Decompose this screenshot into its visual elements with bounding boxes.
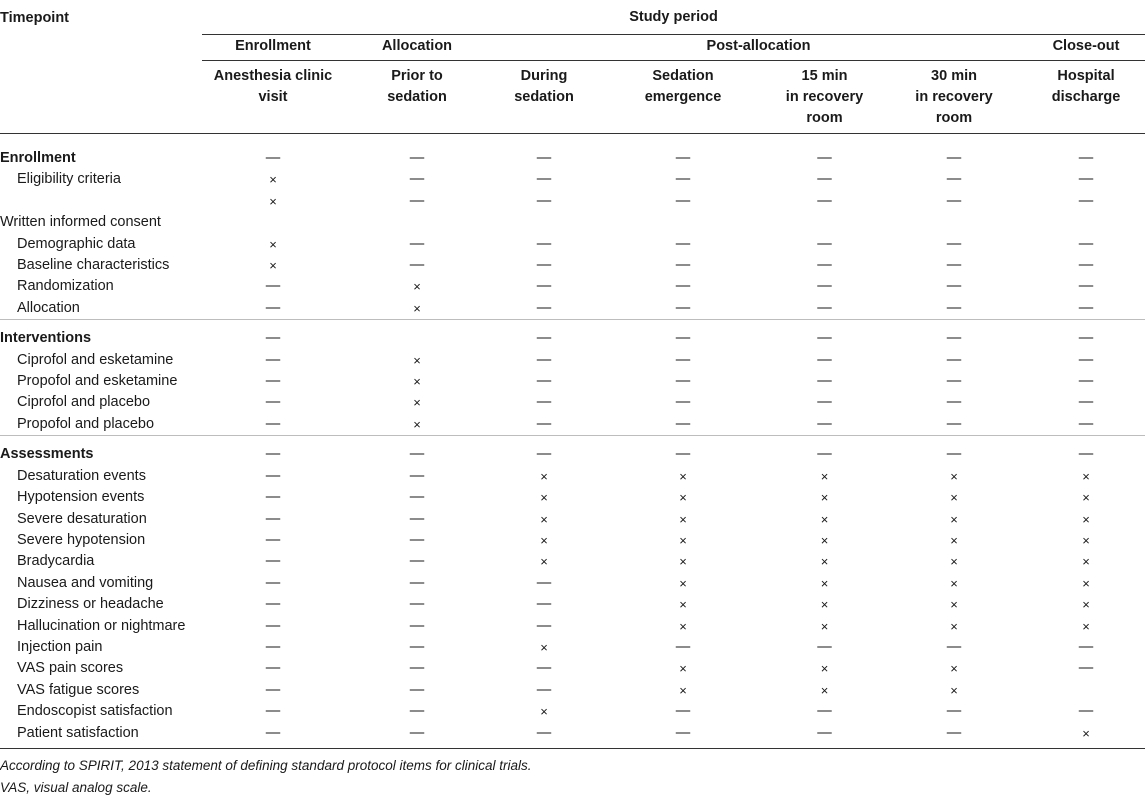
schedule-cell: — <box>768 436 881 466</box>
schedule-cell: — <box>1078 638 1094 655</box>
table-row <box>0 594 1145 615</box>
schedule-cell: × <box>950 682 958 698</box>
schedule-cell: — <box>409 531 425 548</box>
schedule-cell: × <box>540 468 548 484</box>
row-label: Severe hypotension <box>17 531 146 548</box>
schedule-cell: × <box>540 639 548 655</box>
schedule-cell: — <box>946 257 962 274</box>
table-row <box>0 487 1145 508</box>
schedule-cell: — <box>536 192 552 209</box>
schedule-cell: — <box>409 489 425 506</box>
schedule-cell: — <box>490 320 598 350</box>
schedule-cell: × <box>269 172 277 188</box>
schedule-cell: — <box>768 320 881 350</box>
schedule-cell: × <box>413 300 421 316</box>
schedule-cell: × <box>950 511 958 527</box>
schedule-cell: — <box>768 723 881 749</box>
schedule-cell: — <box>817 299 832 316</box>
table-row <box>0 350 1145 371</box>
schedule-cell: — <box>265 415 281 432</box>
table-row <box>0 680 1145 701</box>
schedule-cell: — <box>265 394 281 411</box>
schedule-cell: — <box>881 436 1027 466</box>
schedule-cell: — <box>536 257 552 274</box>
schedule-cell: — <box>675 415 691 432</box>
schedule-cell: × <box>540 490 548 506</box>
column-header-line: in recovery <box>915 89 993 105</box>
schedule-cell: — <box>1078 235 1094 252</box>
schedule-cell: × <box>269 236 277 252</box>
schedule-cell: — <box>265 703 281 720</box>
table-row <box>0 530 1145 551</box>
segment-header: Enrollment <box>202 35 344 64</box>
schedule-cell: — <box>536 351 552 368</box>
schedule-cell: — <box>490 436 598 466</box>
table-row <box>0 371 1145 392</box>
schedule-cell: — <box>598 436 768 466</box>
schedule-cell: — <box>946 171 962 188</box>
schedule-cell: — <box>881 320 1027 350</box>
schedule-cell <box>490 212 598 233</box>
row-label: Nausea and vomiting <box>17 574 154 591</box>
schedule-cell: × <box>679 597 687 613</box>
table-row <box>0 191 1145 212</box>
schedule-cell: × <box>679 618 687 634</box>
schedule-cell: — <box>1078 192 1094 209</box>
row-label: Ciprofol and placebo <box>17 394 151 411</box>
schedule-cell: — <box>536 235 552 252</box>
schedule-cell: — <box>1078 278 1094 295</box>
schedule-cell: — <box>409 681 425 698</box>
schedule-cell: — <box>817 150 832 166</box>
schedule-cell <box>344 212 490 233</box>
schedule-cell: × <box>413 352 421 368</box>
schedule-cell: × <box>269 193 277 209</box>
schedule-cell: — <box>946 278 962 295</box>
row-label: Propofol and esketamine <box>17 373 178 390</box>
schedule-cell: — <box>1078 660 1094 677</box>
schedule-cell: — <box>675 299 691 316</box>
column-header-line: emergence <box>644 89 722 105</box>
schedule-cell: — <box>598 320 768 350</box>
schedule-cell: × <box>950 532 958 548</box>
schedule-cell: — <box>675 373 691 390</box>
schedule-cell: — <box>265 596 281 613</box>
schedule-cell: — <box>490 723 598 749</box>
schedule-cell: — <box>675 192 691 209</box>
column-header <box>768 63 881 134</box>
schedule-cell: — <box>344 436 490 466</box>
column-header-line: During <box>520 68 568 84</box>
schedule-cell: — <box>598 723 768 749</box>
row-label: Dizziness or headache <box>17 596 164 613</box>
schedule-cell: — <box>265 373 281 390</box>
schedule-cell: — <box>409 553 425 570</box>
segment-header: Close-out <box>1027 35 1145 64</box>
schedule-cell: — <box>817 415 832 432</box>
schedule-cell: × <box>950 597 958 613</box>
schedule-cell <box>881 212 1027 233</box>
schedule-cell: — <box>202 723 344 749</box>
schedule-cell: — <box>409 150 425 166</box>
schedule-cell: × <box>820 532 829 548</box>
table-row <box>0 436 1145 466</box>
schedule-cell: — <box>946 373 962 390</box>
row-label: Written informed consent <box>0 214 161 231</box>
schedule-cell: × <box>950 575 958 591</box>
schedule-cell: × <box>820 597 829 613</box>
column-header <box>202 63 344 134</box>
schedule-cell: — <box>265 467 281 484</box>
column-header-line: room <box>806 110 843 126</box>
schedule-cell: × <box>1082 618 1090 634</box>
schedule-cell: — <box>1078 257 1094 274</box>
schedule-cell: — <box>817 351 832 368</box>
section-label: Enrollment <box>0 150 76 166</box>
schedule-cell: — <box>409 617 425 634</box>
schedule-cell: — <box>265 681 281 698</box>
schedule-cell: × <box>1082 554 1090 570</box>
column-header-line: Prior to <box>391 68 443 84</box>
schedule-cell: — <box>946 150 962 166</box>
table-row <box>0 551 1145 572</box>
column-header <box>881 63 1027 134</box>
schedule-cell: × <box>679 661 687 677</box>
column-header <box>490 63 598 134</box>
table-row <box>0 169 1145 190</box>
schedule-cell: × <box>820 575 829 591</box>
schedule-cell: × <box>1082 468 1090 484</box>
schedule-cell: — <box>265 510 281 527</box>
row-label: Eligibility criteria <box>17 171 121 188</box>
row-label: Bradycardia <box>17 553 95 570</box>
schedule-cell: × <box>413 279 421 295</box>
schedule-cell: × <box>820 490 829 506</box>
schedule-cell: × <box>269 258 277 274</box>
schedule-cell: — <box>536 299 552 316</box>
schedule-cell: — <box>817 192 832 209</box>
schedule-cell: — <box>946 415 962 432</box>
schedule-cell: — <box>675 703 691 720</box>
schedule-cell: × <box>950 618 958 634</box>
schedule-cell: × <box>679 554 687 570</box>
footnote: VAS, visual analog scale. <box>0 779 152 795</box>
schedule-cell: × <box>679 575 687 591</box>
schedule-cell: — <box>265 278 281 295</box>
schedule-cell <box>1027 680 1145 701</box>
row-label: Propofol and placebo <box>17 415 155 432</box>
row-label: Hallucination or nightmare <box>17 617 186 634</box>
column-header <box>1027 63 1145 134</box>
table-row <box>0 134 1145 170</box>
schedule-cell: — <box>344 723 490 749</box>
timepoint-header: Timepoint <box>0 10 70 26</box>
table-row <box>0 255 1145 276</box>
schedule-cell: — <box>409 638 425 655</box>
schedule-cell: — <box>536 681 552 698</box>
row-label: Allocation <box>17 299 80 316</box>
schedule-cell: × <box>820 468 829 484</box>
schedule-cell: — <box>202 320 344 350</box>
row-label: Randomization <box>17 278 114 295</box>
schedule-cell: — <box>817 171 832 188</box>
schedule-cell: × <box>540 554 548 570</box>
table-row <box>0 466 1145 487</box>
schedule-cell: — <box>265 531 281 548</box>
schedule-cell: — <box>536 617 552 634</box>
schedule-cell: — <box>1078 373 1094 390</box>
schedule-cell: — <box>817 257 832 274</box>
schedule-cell: — <box>265 574 281 591</box>
row-label <box>0 191 202 212</box>
row-label: VAS pain scores <box>17 660 124 677</box>
row-label: Patient satisfaction <box>0 723 202 749</box>
schedule-cell: × <box>413 416 421 432</box>
schedule-cell: — <box>817 373 832 390</box>
schedule-cell: — <box>409 596 425 613</box>
table-row <box>0 637 1145 658</box>
column-header-line: Sedation <box>652 68 714 84</box>
schedule-cell: × <box>679 682 687 698</box>
column-header-line: sedation <box>514 89 574 105</box>
schedule-cell: — <box>1078 299 1094 316</box>
schedule-cell: — <box>1078 394 1094 411</box>
schedule-cell: × <box>413 374 421 390</box>
column-header-line: 30 min <box>931 68 977 84</box>
schedule-cell: — <box>675 150 691 166</box>
schedule-cell: — <box>409 510 425 527</box>
section-label: Assessments <box>0 436 202 466</box>
column-header-line: 15 min <box>801 68 848 84</box>
column-header <box>598 63 768 134</box>
schedule-cell: × <box>540 704 548 720</box>
schedule-cell: — <box>265 553 281 570</box>
schedule-cell: × <box>1082 532 1090 548</box>
row-label: Baseline characteristics <box>17 257 170 274</box>
schedule-cell: × <box>1082 490 1090 506</box>
schedule-cell: — <box>817 703 832 720</box>
row-label: VAS fatigue scores <box>17 681 140 698</box>
schedule-cell: × <box>820 511 829 527</box>
schedule-cell: × <box>679 490 687 506</box>
timepoint-blank <box>0 63 202 134</box>
schedule-cell: — <box>1027 436 1145 466</box>
footnote: According to SPIRIT, 2013 statement of defining standard protocol items for clinical trials. <box>0 757 532 773</box>
schedule-cell: — <box>1027 320 1145 350</box>
table-footnotes <box>0 749 1145 799</box>
schedule-cell: — <box>202 436 344 466</box>
column-header-line: room <box>935 110 973 126</box>
table-row <box>0 298 1145 320</box>
schedule-cell: — <box>946 235 962 252</box>
schedule-cell: — <box>409 574 425 591</box>
schedule-cell: — <box>946 703 962 720</box>
schedule-cell: — <box>1078 415 1094 432</box>
schedule-cell: — <box>817 278 832 295</box>
row-label: Endoscopist satisfaction <box>17 703 173 720</box>
schedule-cell: — <box>817 235 832 252</box>
schedule-cell: — <box>409 192 425 209</box>
row-label: Injection pain <box>17 638 103 655</box>
column-header-line: sedation <box>387 89 447 105</box>
schedule-cell: — <box>536 278 552 295</box>
schedule-cell: — <box>265 351 281 368</box>
table-row <box>0 509 1145 530</box>
schedule-cell: × <box>679 532 687 548</box>
schedule-cell <box>598 212 768 233</box>
schedule-cell: — <box>675 171 691 188</box>
schedule-cell: — <box>536 596 552 613</box>
column-header <box>344 63 490 134</box>
schedule-cell: × <box>950 490 958 506</box>
schedule-cell: × <box>950 468 958 484</box>
schedule-cell: — <box>817 638 832 655</box>
schedule-cell: — <box>536 150 552 166</box>
schedule-cell: — <box>536 373 552 390</box>
schedule-cell: × <box>1082 511 1090 527</box>
schedule-cell: — <box>946 638 962 655</box>
column-header-line: visit <box>258 89 288 105</box>
table-row <box>0 212 1145 233</box>
row-label: Demographic data <box>17 235 136 252</box>
schedule-cell: × <box>540 511 548 527</box>
schedule-cell: — <box>265 638 281 655</box>
schedule-cell: — <box>536 171 552 188</box>
column-header-line: discharge <box>1051 89 1121 105</box>
schedule-cell: — <box>1078 351 1094 368</box>
table-row <box>0 723 1145 749</box>
schedule-cell: — <box>409 235 425 252</box>
schedule-cell: — <box>1078 171 1094 188</box>
schedule-cell: × <box>820 661 829 677</box>
schedule-cell: — <box>409 703 425 720</box>
schedule-cell: — <box>946 351 962 368</box>
schedule-cell: × <box>950 661 958 677</box>
schedule-cell: — <box>675 394 691 411</box>
row-label: Hypotension events <box>17 489 145 506</box>
schedule-cell: — <box>946 299 962 316</box>
schedule-cell: — <box>675 638 691 655</box>
schedule-cell <box>344 320 490 350</box>
schedule-cell: × <box>1082 575 1090 591</box>
schedule-cell: × <box>540 532 548 548</box>
section-label: Interventions <box>0 320 202 350</box>
schedule-cell: × <box>820 618 829 634</box>
schedule-cell: — <box>265 660 281 677</box>
schedule-cell: — <box>536 415 552 432</box>
schedule-cell: — <box>409 467 425 484</box>
schedule-cell: × <box>820 554 829 570</box>
schedule-cell: — <box>675 235 691 252</box>
table-row <box>0 701 1145 722</box>
row-label: Severe desaturation <box>17 510 147 527</box>
table-row <box>0 616 1145 637</box>
schedule-cell: — <box>1078 703 1094 720</box>
table-row <box>0 276 1145 297</box>
schedule-cell: — <box>536 394 552 411</box>
row-label: Desaturation events <box>17 467 146 484</box>
table-row <box>0 320 1145 350</box>
schedule-cell: — <box>536 660 552 677</box>
schedule-cell: — <box>265 299 281 316</box>
schedule-cell: — <box>265 489 281 506</box>
schedule-cell: — <box>675 351 691 368</box>
schedule-cell: × <box>1027 723 1145 749</box>
schedule-cell: × <box>679 468 687 484</box>
schedule-cell: — <box>946 192 962 209</box>
segment-header: Allocation <box>344 35 490 64</box>
table-row <box>0 234 1145 255</box>
column-header-line: in recovery <box>785 89 864 105</box>
schedule-cell: × <box>820 682 829 698</box>
schedule-cell: — <box>409 171 425 188</box>
table-row <box>0 573 1145 594</box>
schedule-cell: × <box>1082 597 1090 613</box>
schedule-cell: — <box>675 278 691 295</box>
schedule-cell: — <box>675 257 691 274</box>
table-row <box>0 414 1145 436</box>
schedule-cell: — <box>409 660 425 677</box>
schedule-cell: × <box>413 395 421 411</box>
schedule-cell: × <box>679 511 687 527</box>
column-header-line: Hospital <box>1057 68 1115 84</box>
schedule-cell: — <box>1078 150 1094 166</box>
table-row <box>0 392 1145 413</box>
schedule-cell: — <box>409 257 425 274</box>
schedule-cell: — <box>265 150 281 166</box>
segment-header: Post-allocation <box>490 35 1027 64</box>
table-row <box>0 658 1145 679</box>
schedule-cell <box>202 212 344 233</box>
schedule-cell: — <box>817 394 832 411</box>
study-period-header: Study period <box>202 0 1145 35</box>
schedule-cell: — <box>265 617 281 634</box>
schedule-cell <box>768 212 881 233</box>
schedule-cell: — <box>536 574 552 591</box>
column-header-line: Anesthesia clinic <box>213 68 333 84</box>
schedule-cell: × <box>950 554 958 570</box>
schedule-cell: — <box>881 723 1027 749</box>
schedule-cell: — <box>946 394 962 411</box>
row-label: Ciprofol and esketamine <box>17 351 174 368</box>
schedule-cell <box>1027 212 1145 233</box>
